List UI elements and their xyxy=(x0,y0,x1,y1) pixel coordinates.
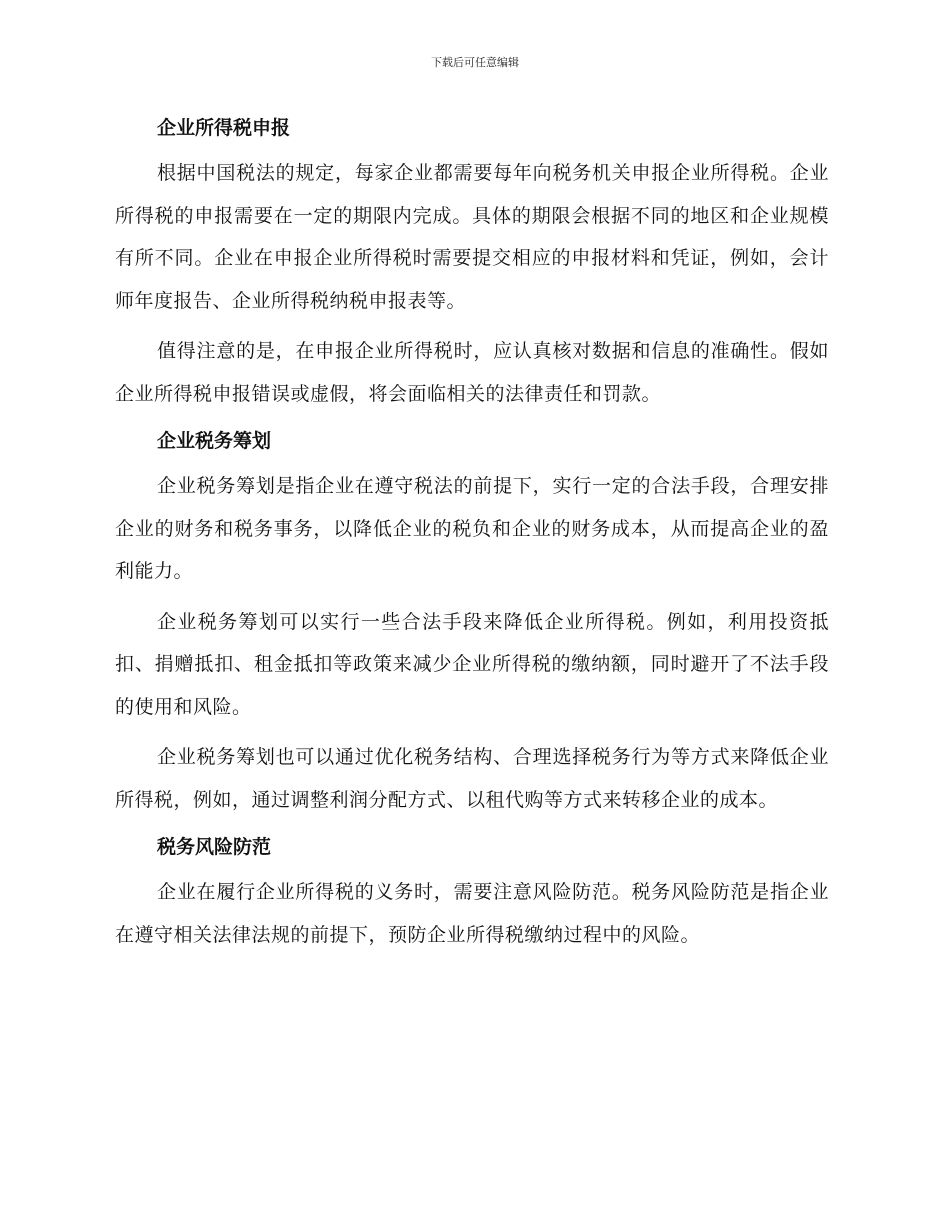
header-note: 下载后可任意编辑 xyxy=(431,56,519,69)
section-heading-tax-planning: 企业税务筹划 xyxy=(157,430,272,452)
document-body xyxy=(115,108,829,956)
paragraph: 企业税务筹划可以实行一些合法手段来降低企业所得税。例如，利用投资抵扣、捐赠抵扣、租金抵扣等政策来减少企业所得税的缴纳额，同时避开了不法手段的使用和风险。 xyxy=(115,610,829,718)
paragraph: 值得注意的是，在申报企业所得税时，应认真核对数据和信息的准确性。假如企业所得税申报错误或虚假，将会面临相关的法律责任和罚款。 xyxy=(115,340,829,405)
section-heading-tax-filing: 企业所得税申报 xyxy=(157,117,291,139)
paragraph: 企业在履行企业所得税的义务时，需要注意风险防范。税务风险防范是指企业在遵守相关法律法规的前提下，预防企业所得税缴纳过程中的风险。 xyxy=(115,881,829,946)
paragraph: 企业税务筹划也可以通过优化税务结构、合理选择税务行为等方式来降低企业所得税，例如，通过调整利润分配方式、以租代购等方式来转移企业的成本。 xyxy=(115,746,829,811)
section-heading-risk-prevention: 税务风险防范 xyxy=(157,836,272,858)
paragraph: 根据中国税法的规定，每家企业都需要每年向税务机关申报企业所得税。企业所得税的申报需要在一定的期限内完成。具体的期限会根据不同的地区和企业规模有所不同。企业在申报企业所得税时需要提交相应的申报材料和凭证，例如，会计师年度报告、企业所得税纳税申报表等。 xyxy=(115,162,829,312)
paragraph: 企业税务筹划是指企业在遵守税法的前提下，实行一定的合法手段，合理安排企业的财务和税务事务，以降低企业的税负和企业的财务成本，从而提高企业的盈利能力。 xyxy=(115,475,829,582)
